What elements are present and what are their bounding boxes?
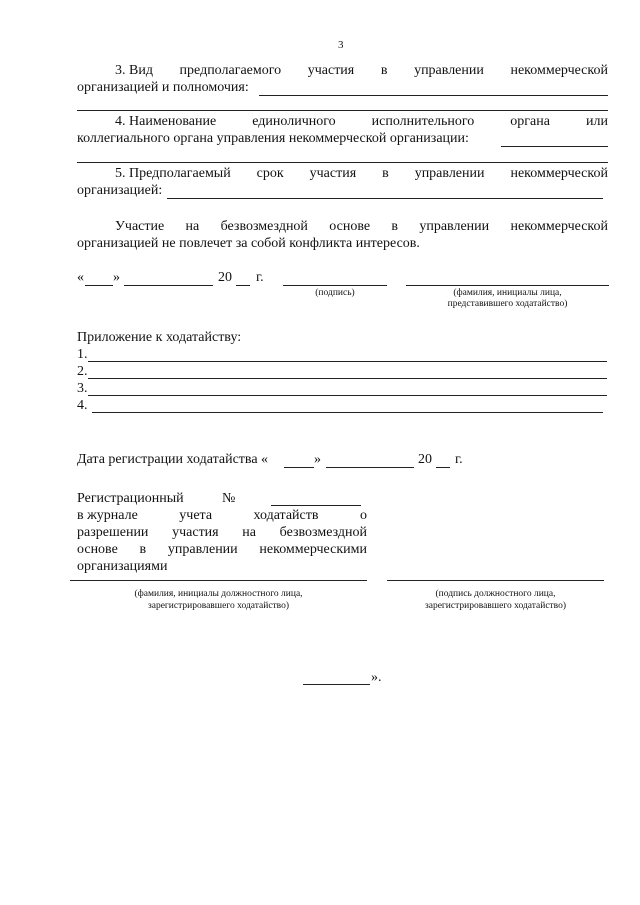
registration-date-label: Дата регистрации ходатайства « (77, 452, 269, 467)
page-number: 3 (338, 39, 344, 51)
closing-mark: ». (371, 670, 382, 685)
official-signature-caption-1: (подпись должностного лица, (435, 589, 556, 599)
registration-block-line-3: разрешении участия на безвозмездной (77, 525, 367, 540)
applicant-name-field[interactable] (406, 285, 609, 286)
section-4-field-1[interactable] (501, 146, 608, 147)
appendix-item-1-number: 1. (77, 347, 88, 362)
registration-year-prefix: 20 (418, 452, 432, 467)
registration-block-line-2: в журнале учета ходатайств о (77, 508, 367, 523)
date-open-quote: « (77, 270, 84, 285)
date-day-field[interactable] (85, 285, 113, 286)
section-5-line-2: организацией: (77, 183, 163, 198)
appendix-item-2-number: 2. (77, 364, 88, 379)
appendix-item-2-field[interactable] (88, 378, 607, 379)
section-4-line-2: коллегиального органа управления некоммерческой организации: (77, 131, 469, 146)
registration-year-field[interactable] (436, 467, 450, 468)
statement-line-2: организацией не повлечет за собой конфликта интересов. (77, 236, 420, 251)
official-signature-field[interactable] (387, 580, 604, 581)
date-month-field[interactable] (124, 285, 213, 286)
appendix-item-1-field[interactable] (88, 361, 607, 362)
appendix-item-4-field[interactable] (92, 412, 603, 413)
number-sign: № (222, 491, 236, 506)
appendix-item-4-number: 4. (77, 398, 88, 413)
date-year-field[interactable] (236, 285, 250, 286)
date-close-quote: » (113, 270, 120, 285)
official-signature-caption-2: зарегистрировавшего ходатайство) (424, 601, 567, 611)
signature-caption: (подпись) (315, 288, 355, 298)
appendix-item-3-number: 3. (77, 381, 88, 396)
official-name-caption-1: (фамилия, инициалы должностного лица, (134, 589, 303, 599)
statement-line-1: Участие на безвозмездной основе в управлении некоммерческой (115, 219, 608, 234)
section-5-field[interactable] (167, 198, 603, 199)
registration-number-field[interactable] (271, 505, 361, 506)
applicant-name-caption-2: представившего ходатайство) (447, 299, 568, 309)
registration-number-label: Регистрационный (77, 491, 184, 506)
appendix-heading: Приложение к ходатайству: (77, 330, 242, 345)
registration-day-field[interactable] (284, 467, 314, 468)
official-name-caption-2: зарегистрировавшего ходатайство) (147, 601, 290, 611)
section-3-line-1: 3. Вид предполагаемого участия в управлении некоммерческой (115, 63, 608, 78)
section-3-field-2[interactable] (77, 110, 608, 111)
date-year-suffix: г. (256, 270, 264, 285)
signature-field[interactable] (283, 285, 387, 286)
registration-close-quote: » (314, 452, 321, 467)
registration-block-line-4: основе в управлении некоммерческими (77, 542, 367, 557)
section-4-field-2[interactable] (77, 162, 608, 163)
registration-block-line-5: организациями (77, 559, 168, 574)
section-4-line-1: 4. Наименование единоличного исполнительного органа или (115, 114, 608, 129)
appendix-item-3-field[interactable] (88, 395, 607, 396)
applicant-name-caption-1: (фамилия, инициалы лица, (453, 288, 562, 298)
official-name-field[interactable] (70, 580, 367, 581)
registration-year-suffix: г. (455, 452, 463, 467)
section-3-line-2: организацией и полномочия: (77, 80, 249, 95)
registration-month-field[interactable] (326, 467, 414, 468)
section-5-line-1: 5. Предполагаемый срок участия в управлении некоммерческой (115, 166, 608, 181)
date-year-prefix: 20 (218, 270, 232, 285)
closing-blank-field[interactable] (303, 684, 370, 685)
section-3-field-1[interactable] (259, 95, 608, 96)
